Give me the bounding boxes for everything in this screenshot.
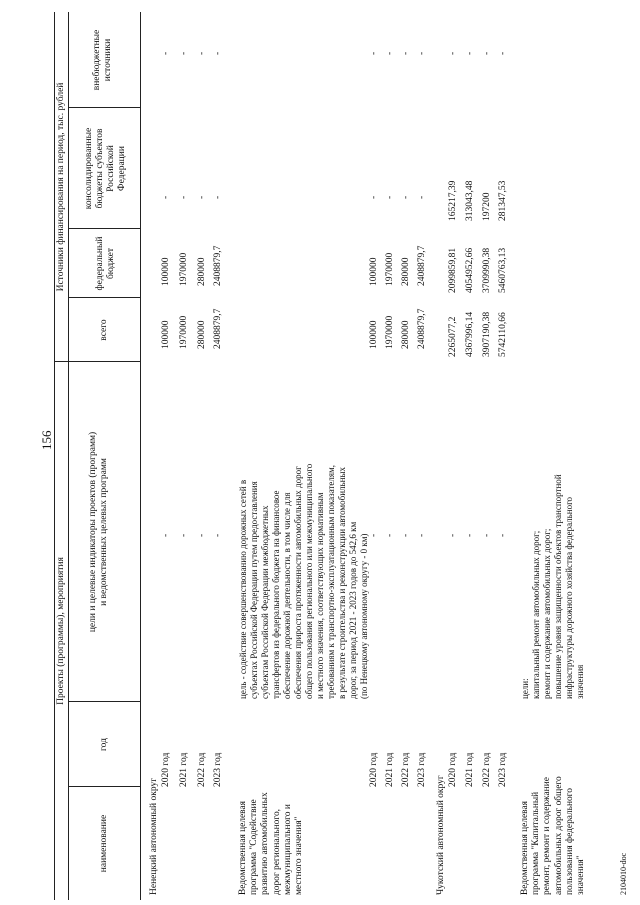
- year-cell: 2020 год: [161, 752, 171, 787]
- regional-cell: -: [213, 195, 223, 199]
- total-cell: 2408879,7: [417, 308, 427, 349]
- extra-cell: -: [448, 51, 458, 55]
- regional-cell: -: [401, 195, 411, 199]
- federal-cell: 280000: [197, 257, 207, 286]
- extra-cell: -: [498, 51, 508, 55]
- total-cell: 1970000: [179, 315, 189, 349]
- regional-cell: -: [161, 195, 171, 199]
- extra-cell: -: [197, 51, 207, 55]
- total-cell: 3907190,38: [482, 311, 492, 357]
- federal-cell: 100000: [161, 257, 171, 286]
- goal-cell: -: [369, 533, 379, 537]
- extra-cell: -: [465, 51, 475, 55]
- goal-cell: -: [482, 533, 492, 537]
- header-bottom-border: [140, 12, 141, 900]
- regional-cell: -: [417, 195, 427, 199]
- total-cell: 280000: [401, 320, 411, 349]
- total-cell: 5742110,66: [498, 312, 508, 357]
- total-cell: 280000: [197, 320, 207, 349]
- year-cell: 2023 год: [213, 752, 223, 787]
- footer-file-name: 2104010-doc: [619, 852, 628, 895]
- goal-cell: -: [179, 533, 189, 537]
- header-group-divider: [68, 12, 69, 900]
- total-cell: 4367996,14: [465, 311, 475, 357]
- federal-cell: 1970000: [385, 252, 395, 286]
- goal-cell: -: [385, 533, 395, 537]
- program-goal-text: цели: капитальный ремонт автомобильных дорог; ремонт и содержание автомобильных дорог; повышение уровня защищенности объектов транспортной инфраструктуры дорожного хозяйства федерального значения: [520, 474, 585, 699]
- goal-cell: -: [417, 533, 427, 537]
- federal-cell: 2408879,7: [213, 245, 223, 286]
- goal-cell: -: [197, 533, 207, 537]
- year-cell: 2020 год: [448, 752, 458, 787]
- year-cell: 2022 год: [401, 752, 411, 787]
- row-region-name: Чукотский автономный округ: [436, 775, 446, 895]
- year-cell: 2023 год: [417, 752, 427, 787]
- table-top-border: [54, 12, 55, 900]
- extra-cell: -: [213, 51, 223, 55]
- regional-cell: -: [385, 195, 395, 199]
- federal-cell: 2099859,81: [448, 247, 458, 293]
- goal-cell: -: [498, 533, 508, 537]
- program-name: Ведомственная целевая программа "Капитальный ремонт, ремонт и содержание автомобильных дорог общего пользования федерального значения": [520, 776, 587, 895]
- total-cell: 100000: [369, 320, 379, 349]
- extra-cell: -: [385, 51, 395, 55]
- regional-cell: 197200: [482, 192, 492, 221]
- year-cell: 2020 год: [369, 752, 379, 787]
- extra-cell: -: [417, 51, 427, 55]
- header-col-goals: цели и целевые индикаторы проектов (программ) и ведомственных целевых программ: [88, 431, 109, 633]
- header-col-year: год: [99, 738, 109, 751]
- regional-cell: -: [369, 195, 379, 199]
- regional-cell: -: [179, 195, 189, 199]
- year-cell: 2023 год: [498, 752, 508, 787]
- goal-cell: -: [465, 533, 475, 537]
- year-cell: 2021 год: [385, 752, 395, 787]
- total-cell: 1970000: [385, 315, 395, 349]
- federal-cell: 2408879,7: [417, 245, 427, 286]
- extra-cell: -: [179, 51, 189, 55]
- goal-cell: -: [448, 533, 458, 537]
- year-cell: 2022 год: [482, 752, 492, 787]
- header-col-total: всего: [99, 319, 109, 341]
- total-cell: 2408879,7: [213, 308, 223, 349]
- extra-cell: -: [401, 51, 411, 55]
- total-cell: 100000: [161, 320, 171, 349]
- row-region-name: Ненецкий автономный округ: [149, 777, 159, 895]
- goal-cell: -: [213, 533, 223, 537]
- header-group-projects: Проекты (программы), мероприятия: [56, 557, 66, 705]
- goal-cell: -: [161, 533, 171, 537]
- header-group-sources: Источники финансирования на период, тыс. рублей: [56, 82, 66, 292]
- regional-cell: -: [197, 195, 207, 199]
- header-col-extra: внебюджетные источники: [92, 29, 113, 91]
- regional-cell: 313043,48: [465, 180, 475, 221]
- header-col-federal: федеральный бюджет: [95, 236, 116, 291]
- year-cell: 2021 год: [465, 752, 475, 787]
- header-col-regional: консолидированные бюджеты субъектов Российской Федерации: [84, 127, 127, 210]
- federal-cell: 280000: [401, 257, 411, 286]
- extra-cell: -: [161, 51, 171, 55]
- year-cell: 2021 год: [179, 752, 189, 787]
- year-cell: 2022 год: [197, 752, 207, 787]
- program-goal-text: цель - содействие совершенствованию дорожных сетей в субъектах Российской Федерации путем предоставления субъектам Российской Федерации межбюджетных трансфертов из федерального бюджета на финансовое обеспечение дорожной деятельности, в том числе для обеспечения прироста протяженности автомобильных дорог общего пользования регионального или межмуниципального и местного значения, соответствующих нормативным требованиям к транспортно-эксплуатационным показателям, в результате строительства и реконструкции автомобильных дорог, за период 2021 - 2023 годов до 542,6 км (по Ненецкому автономному округу - 0 км): [238, 463, 369, 699]
- total-cell: 2265077,2: [448, 316, 458, 357]
- program-name: Ведомственная целевая программа "Содействие развитию автомобильных дорог регионального, межмуниципального и местного значения": [238, 792, 305, 895]
- goal-cell: -: [401, 533, 411, 537]
- header-col-name: наименование: [99, 814, 109, 873]
- federal-cell: 3709990,38: [482, 247, 492, 293]
- regional-cell: 281347,53: [498, 180, 508, 221]
- extra-cell: -: [482, 51, 492, 55]
- page-number: 156: [39, 430, 54, 450]
- federal-cell: 4054952,66: [465, 247, 475, 293]
- regional-cell: 165217,39: [448, 180, 458, 221]
- federal-cell: 100000: [369, 257, 379, 286]
- federal-cell: 1970000: [179, 252, 189, 286]
- federal-cell: 5460763,13: [498, 247, 508, 293]
- extra-cell: -: [369, 51, 379, 55]
